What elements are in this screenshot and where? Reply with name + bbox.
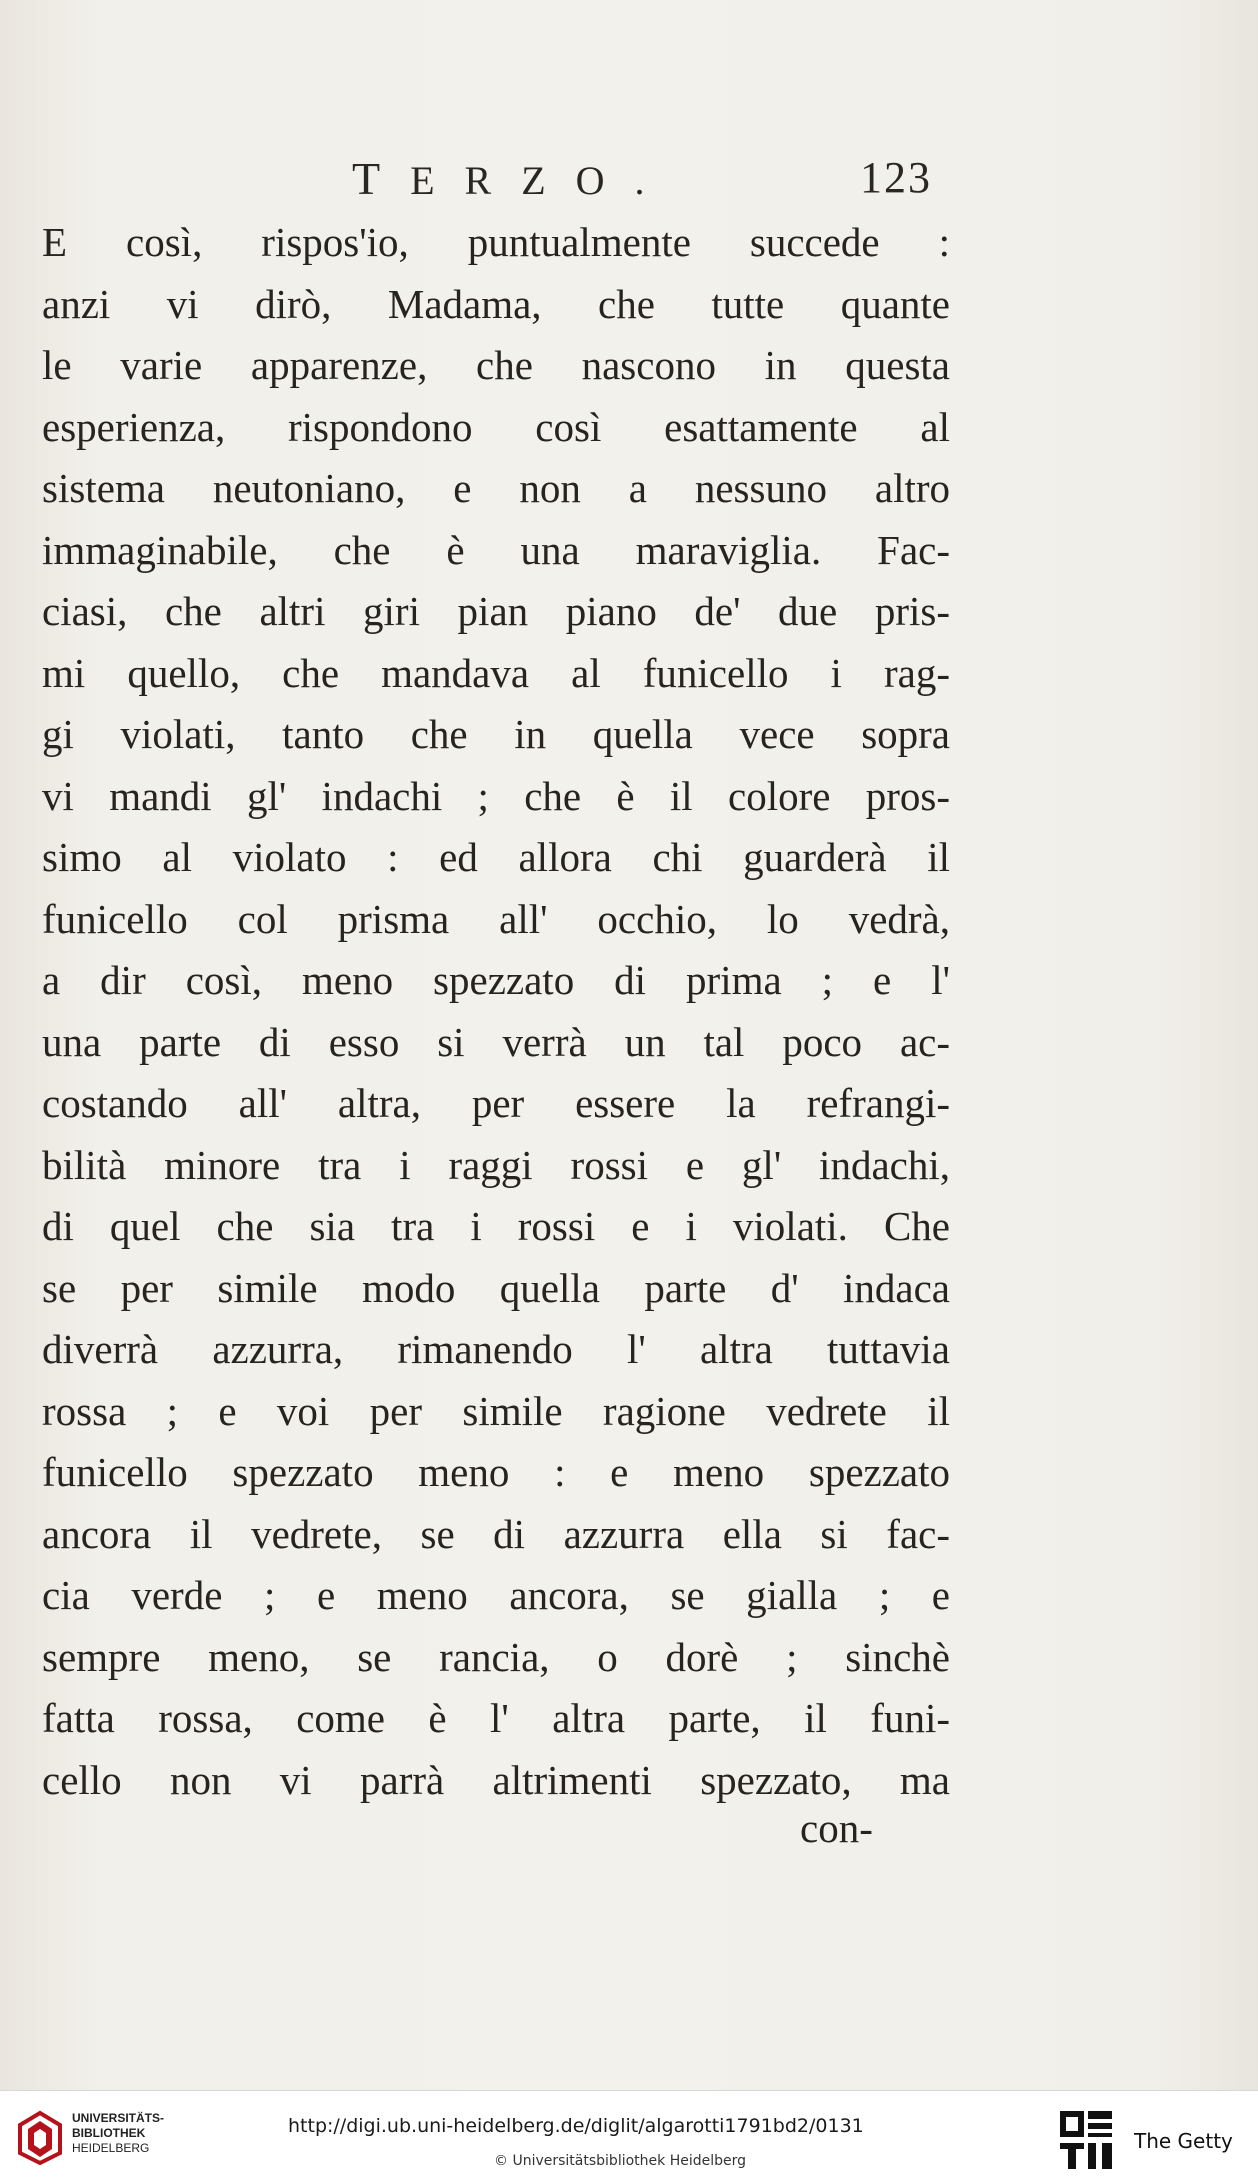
text-line: simo al violato : ed allora chi guarderà il	[42, 834, 950, 880]
page-header	[0, 152, 1258, 212]
running-title-initial: T	[352, 153, 411, 204]
text-line: le varie apparenze, che nascono in questa	[42, 342, 950, 388]
running-title	[352, 152, 675, 205]
text-line: esperienza, rispondono così esattamente al	[42, 403, 950, 450]
text-line: gi violati, tanto che in quella vece sopra	[42, 711, 950, 757]
text-line: sempre meno, se rancia, o dorè ; sinchè	[42, 1633, 950, 1680]
text-line: fatta rossa, come è l' altra parte, il funi-	[42, 1695, 950, 1741]
running-title-rest: ERZO.	[410, 158, 675, 203]
text-line: mi quello, che mandava al funicello i rag-	[42, 649, 950, 696]
body-text	[42, 212, 950, 1811]
footer-bar	[0, 2090, 1258, 2183]
text-line: vi mandi gl' indachi ; che è il colore pros-	[42, 772, 950, 819]
text-line: diverrà azzurra, rimanendo l' altra tuttavia	[42, 1326, 950, 1372]
page-number: 123	[860, 153, 932, 202]
getty-logo-icon	[1058, 2109, 1114, 2171]
text-line: a dir così, meno spezzato di prima ; e l'	[42, 957, 950, 1003]
getty-label: The Getty	[1134, 2129, 1233, 2153]
text-line: bilità minore tra i raggi rossi e gl' indachi,	[42, 1141, 950, 1188]
library-name-line1: UNIVERSITÄTS-	[72, 2111, 165, 2125]
text-line: di quel che sia tra i rossi e i violati. Che	[42, 1203, 950, 1249]
catchword: con-	[800, 1805, 873, 1851]
text-line: E così, rispos'io, puntualmente succede :	[42, 219, 950, 265]
university-library-logo-icon	[12, 2109, 68, 2165]
copyright-notice: © Universitätsbibliothek Heidelberg	[494, 2153, 747, 2169]
university-library-name	[72, 2111, 164, 2156]
text-line: cia verde ; e meno ancora, se gialla ; e	[42, 1572, 950, 1618]
text-line: costando all' altra, per essere la refrangi-	[42, 1080, 950, 1126]
library-name-line3: HEIDELBERG	[72, 2141, 150, 2155]
text-line: anzi vi dirò, Madama, che tutte quante	[42, 280, 950, 327]
text-line: una parte di esso si verrà un tal poco ac-	[42, 1018, 950, 1065]
text-line: funicello spezzato meno : e meno spezzato	[42, 1449, 950, 1495]
library-name-line2: BIBLIOTHEK	[72, 2126, 146, 2140]
text-line: se per simile modo quella parte d' indaca	[42, 1264, 950, 1311]
text-line: ancora il vedrete, se di azzurra ella si fac-	[42, 1510, 950, 1557]
permalink-url[interactable]: http://digi.ub.uni-heidelberg.de/diglit/algarotti1791bd2/0131	[288, 2115, 864, 2137]
text-line: sistema neutoniano, e non a nessuno altro	[42, 465, 950, 511]
text-line: ciasi, che altri giri pian piano de' due pris-	[42, 588, 950, 634]
text-line: cello non vi parrà altrimenti spezzato, ma	[42, 1756, 950, 1803]
text-line: rossa ; e voi per simile ragione vedrete il	[42, 1387, 950, 1434]
text-line: funicello col prisma all' occhio, lo vedrà,	[42, 895, 950, 942]
text-line: immaginabile, che è una maraviglia. Fac-	[42, 526, 950, 573]
